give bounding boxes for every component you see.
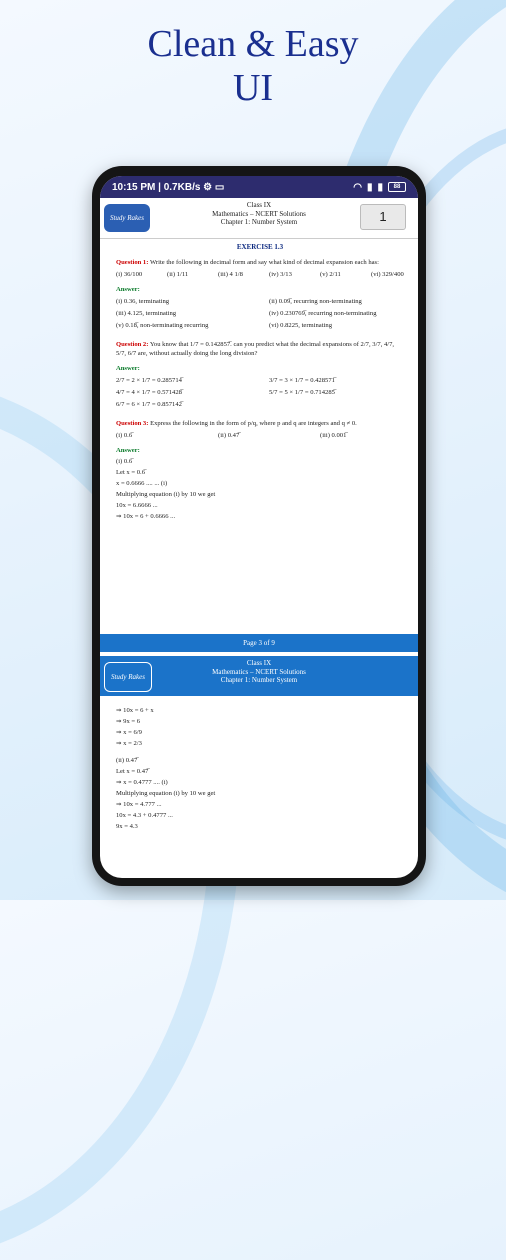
phone-frame (92, 166, 426, 886)
answer-line: (ii) 0.09̅, recurring non-terminating (269, 298, 362, 305)
status-bar: 10:15 PM | 0.7KB/s ⚙ ▭ ◠ ▮ ▮ 88 (100, 176, 418, 198)
answer-line: ⇒ 9x = 6 (116, 718, 141, 725)
answer-row (116, 297, 404, 306)
phone-screen (100, 176, 418, 878)
pdf-content (100, 239, 418, 521)
answer-row (116, 388, 404, 397)
answer-line: (ii) 0.47̅ (116, 757, 138, 764)
pdf-page-header (100, 198, 418, 239)
answer-line: 6/7 = 6 × 1/7 = 0.857142̅ (116, 401, 182, 408)
answer-line: ⇒ x = 2/3 (116, 740, 142, 747)
pdf-page-header (100, 656, 418, 696)
answer-row (116, 321, 404, 330)
wifi-icon: ◠ (353, 181, 362, 193)
answer-label: Answer: (116, 447, 140, 454)
answer-line: ⇒ 10x = 4.777 ... (116, 801, 162, 808)
promo-headline (0, 22, 506, 110)
option: (ii) 1/11 (167, 271, 189, 278)
study-rakes-logo: Study Rakes (104, 204, 150, 232)
study-rakes-logo: Study Rakes (104, 662, 152, 692)
option: (iii) 4 1/8 (218, 271, 243, 278)
answer-line: (v) 0.18̅, non-terminating recurring (116, 322, 209, 329)
q3-options (116, 431, 404, 440)
headline-line-1: Clean & Easy (147, 23, 359, 65)
answer-line: x = 0.6666 .... ... (i) (116, 480, 168, 487)
header-text (160, 201, 358, 227)
question-label: Question 3: (116, 420, 149, 427)
option: (iv) 3/13 (269, 271, 292, 278)
answer-line: Let x = 0.47̅ (116, 768, 149, 775)
q1-options (116, 270, 404, 279)
answer-line: Let x = 0.6̅ (116, 469, 145, 476)
answer-line: 10x = 6.6666 ... (116, 502, 158, 509)
answer-line: ⇒ 10x = 6 + 0.6666 ... (116, 513, 176, 520)
battery-level: 88 (393, 184, 401, 190)
signal-icon: ▮ (366, 181, 373, 193)
answer-line: (iv) 0.230769̅, recurring non-terminating (269, 310, 377, 317)
page-number-indicator[interactable]: 1 (360, 204, 406, 230)
answer-line: 9x = 4.3 (116, 823, 138, 830)
answer-line: 3/7 = 3 × 1/7 = 0.428571̅ (269, 377, 335, 384)
pdf-content (100, 700, 418, 833)
question-text: Write the following in decimal form and say what kind of decimal expansion each has: (149, 259, 379, 266)
header-chapter: Chapter 1: Number System (220, 676, 298, 684)
header-subject: Mathematics – NCERT Solutions (212, 667, 306, 676)
option: (iii) 0.001̅ (320, 432, 347, 439)
header-subject: Mathematics – NCERT Solutions (212, 209, 306, 218)
option: (i) 0.6̅ (116, 432, 133, 439)
question-text: Express the following in the form of p/q, where p and q are integers and q ≠ 0. (150, 420, 357, 427)
answer-line: Multiplying equation (i) by 10 we get (116, 491, 216, 498)
answer-line: (vi) 0.8225, terminating (269, 322, 332, 329)
option: (vi) 329/400 (371, 271, 404, 278)
header-text (160, 659, 358, 685)
question-text: You know that 1/7 = 0.142857̅. can you predict what the decimal expansions of 2/7, 3/7, 4/7, 5/7, 6/7 are, without actually doing the long division? (116, 341, 395, 357)
option: (v) 2/11 (320, 271, 341, 278)
answer-line: (iii) 4.125, terminating (116, 310, 177, 317)
answer-line: ⇒ x = 6/9 (116, 729, 142, 736)
option: (ii) 0.47̅ (218, 432, 240, 439)
option: (i) 36/100 (116, 271, 143, 278)
status-time: 10:15 PM (112, 181, 156, 193)
header-chapter: Chapter 1: Number System (220, 218, 298, 226)
answer-row (116, 376, 404, 385)
exercise-title: EXERCISE 1.3 (236, 243, 284, 251)
question-label: Question 1: (116, 259, 149, 266)
answer-line: 4/7 = 4 × 1/7 = 0.571428̅ (116, 389, 182, 396)
headline-line-2: UI (232, 67, 274, 109)
question-1 (116, 258, 404, 267)
answer-row (116, 309, 404, 318)
answer-line: 10x = 4.3 + 0.4777 ... (116, 812, 173, 819)
header-class: Class IX (246, 659, 272, 667)
answer-line: (i) 0.36, terminating (116, 298, 170, 305)
question-2 (116, 340, 404, 358)
answer-line: ⇒ 10x = 6 + x (116, 707, 154, 714)
answer-label: Answer: (116, 286, 140, 293)
signal-icon: ▮ (377, 181, 383, 193)
answer-label: Answer: (116, 365, 140, 372)
answer-line: Multiplying equation (i) by 10 we get (116, 790, 216, 797)
page-indicator-bar: Page 3 of 9 (100, 634, 418, 652)
answer-line: 5/7 = 5 × 1/7 = 0.714285̅ (269, 389, 335, 396)
answer-line: (i) 0.6̅ (116, 458, 133, 465)
question-3 (116, 419, 404, 428)
header-class: Class IX (246, 201, 272, 209)
status-speed: 0.7KB/s (163, 181, 201, 193)
question-label: Question 2: (116, 341, 149, 348)
answer-line: 2/7 = 2 × 1/7 = 0.285714̅ (116, 377, 182, 384)
answer-line: ⇒ x = 0.4777 .... (i) (116, 779, 168, 786)
battery-icon (388, 182, 406, 192)
